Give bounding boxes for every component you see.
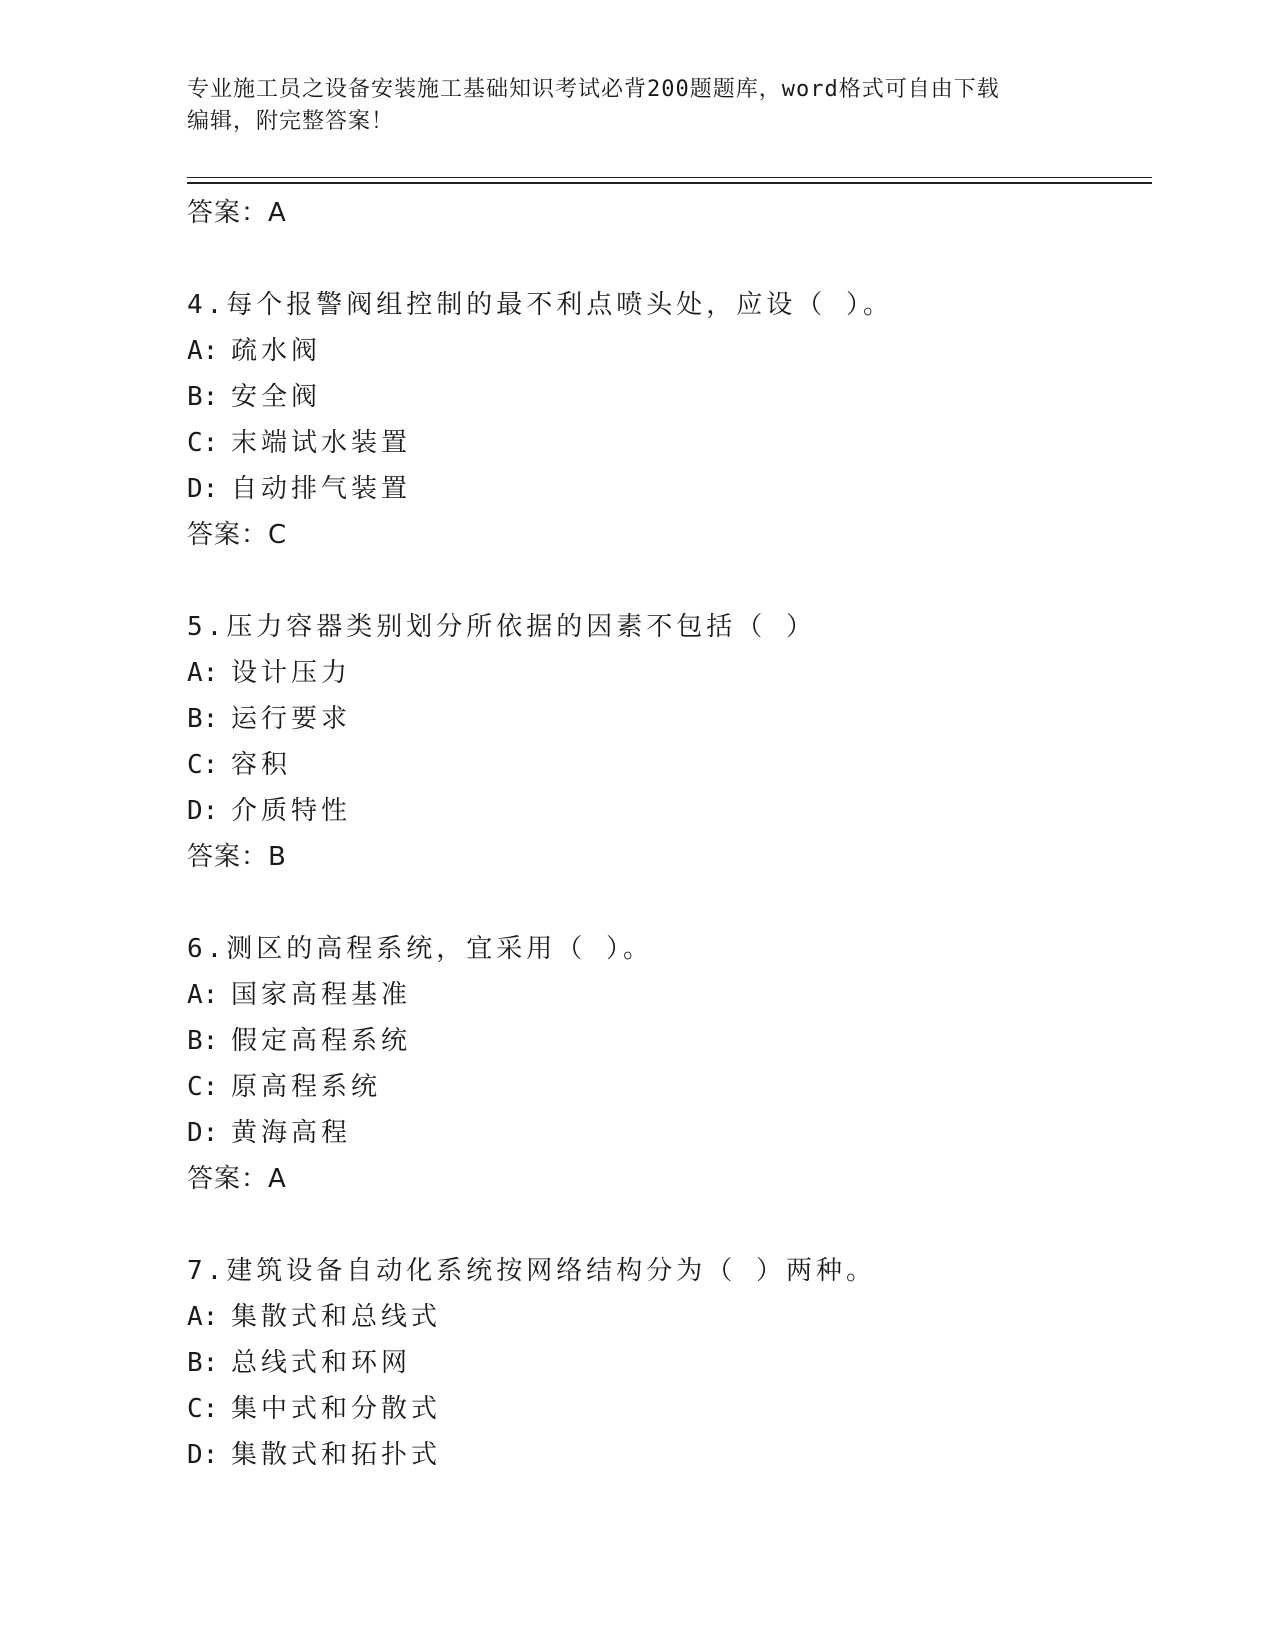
option-row bbox=[187, 696, 1152, 742]
option-text: 容积 bbox=[231, 750, 292, 780]
option-letter: D: bbox=[187, 796, 219, 826]
option-letter: D: bbox=[187, 1118, 219, 1148]
option-letter: C: bbox=[187, 1394, 219, 1424]
question-block bbox=[187, 1248, 1152, 1478]
option-letter: B: bbox=[187, 1348, 219, 1378]
header-line-1: 专业施工员之设备安装施工基础知识考试必背200题题库，word格式可自由下载 bbox=[187, 77, 1000, 102]
option-text: 设计压力 bbox=[231, 658, 352, 688]
option-text: 原高程系统 bbox=[231, 1072, 382, 1102]
question-stem: 7.建筑设备自动化系统按网络结构分为（ ）两种。 bbox=[187, 1256, 876, 1286]
option-text: 介质特性 bbox=[231, 796, 352, 826]
option-letter: A: bbox=[187, 980, 219, 1010]
option-row bbox=[187, 1386, 1152, 1432]
option-text: 安全阀 bbox=[231, 382, 322, 412]
header-rule-thick bbox=[187, 182, 1152, 184]
option-row bbox=[187, 466, 1152, 512]
option-row bbox=[187, 374, 1152, 420]
option-text: 国家高程基准 bbox=[231, 980, 412, 1010]
question-block bbox=[187, 604, 1152, 880]
option-letter: C: bbox=[187, 1072, 219, 1102]
answer-line: 答案：A bbox=[187, 198, 287, 228]
document-header bbox=[187, 74, 1087, 138]
question-stem: 6.测区的高程系统，宜采用（ ）。 bbox=[187, 934, 653, 964]
option-text: 末端试水装置 bbox=[231, 428, 412, 458]
option-text: 自动排气装置 bbox=[231, 474, 412, 504]
question-block bbox=[187, 282, 1152, 558]
spacer bbox=[187, 880, 1152, 926]
option-row bbox=[187, 328, 1152, 374]
question-stem: 5.压力容器类别划分所依据的因素不包括（ ） bbox=[187, 612, 816, 642]
option-letter: A: bbox=[187, 658, 219, 688]
option-row bbox=[187, 1110, 1152, 1156]
option-letter: B: bbox=[187, 382, 219, 412]
spacer bbox=[187, 236, 1152, 282]
option-row bbox=[187, 1018, 1152, 1064]
option-text: 疏水阀 bbox=[231, 336, 322, 366]
option-letter: C: bbox=[187, 750, 219, 780]
option-row bbox=[187, 420, 1152, 466]
spacer bbox=[187, 1202, 1152, 1248]
option-text: 假定高程系统 bbox=[231, 1026, 412, 1056]
question-block bbox=[187, 926, 1152, 1202]
answer-line: 答案：A bbox=[187, 1164, 287, 1194]
option-row bbox=[187, 1340, 1152, 1386]
option-letter: D: bbox=[187, 474, 219, 504]
option-text: 集散式和拓扑式 bbox=[231, 1440, 442, 1470]
spacer bbox=[187, 558, 1152, 604]
option-row bbox=[187, 972, 1152, 1018]
option-letter: A: bbox=[187, 336, 219, 366]
question-stem: 4.每个报警阀组控制的最不利点喷头处，应设（ ）。 bbox=[187, 290, 893, 320]
option-letter: A: bbox=[187, 1302, 219, 1332]
answer-line: 答案：B bbox=[187, 842, 287, 872]
answer-line: 答案：C bbox=[187, 520, 288, 550]
option-row bbox=[187, 650, 1152, 696]
option-letter: B: bbox=[187, 1026, 219, 1056]
option-text: 总线式和环网 bbox=[231, 1348, 412, 1378]
option-text: 运行要求 bbox=[231, 704, 352, 734]
header-line-2: 编辑，附完整答案！ bbox=[187, 109, 395, 134]
option-letter: C: bbox=[187, 428, 219, 458]
option-letter: B: bbox=[187, 704, 219, 734]
option-row bbox=[187, 788, 1152, 834]
header-rule-thin bbox=[187, 177, 1152, 178]
option-text: 集中式和分散式 bbox=[231, 1394, 442, 1424]
option-row bbox=[187, 1432, 1152, 1478]
option-letter: D: bbox=[187, 1440, 219, 1470]
option-text: 集散式和总线式 bbox=[231, 1302, 442, 1332]
question-list bbox=[187, 190, 1152, 1478]
option-row bbox=[187, 742, 1152, 788]
option-text: 黄海高程 bbox=[231, 1118, 352, 1148]
option-row bbox=[187, 1294, 1152, 1340]
option-row bbox=[187, 1064, 1152, 1110]
